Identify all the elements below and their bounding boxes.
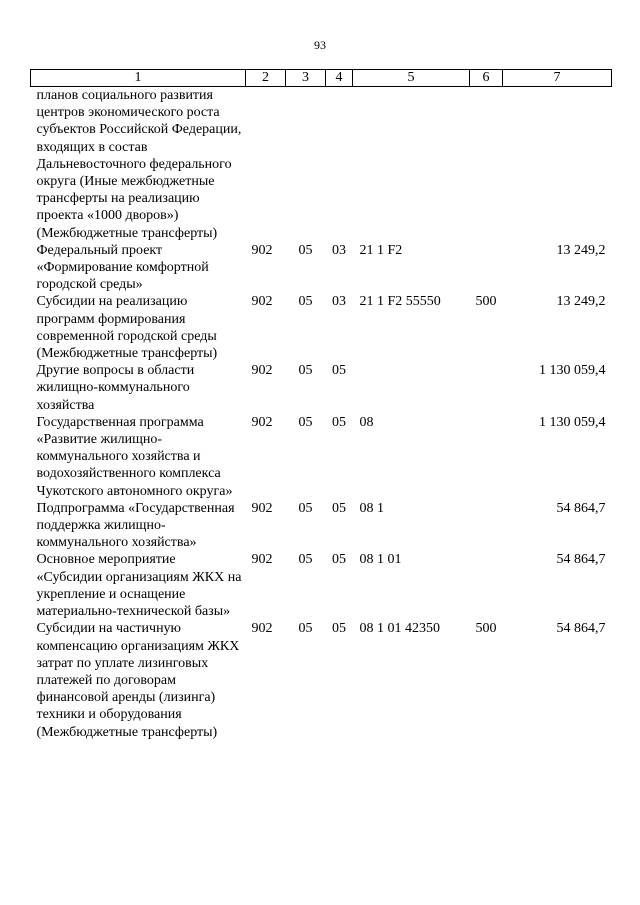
row-target-article: 21 1 F2 55550 — [359, 294, 441, 310]
row-target-article — [353, 362, 470, 414]
row-expense-type — [470, 362, 503, 414]
table-row — [31, 293, 612, 362]
row-subsection-code: 05 — [332, 621, 346, 637]
row-name: планов социального развития центров экономического роста субъектов Российской Федерации, входящих в состав Дальневосточного федерального округа (Иные межбюджетные трансферты на реализацию проекта «1000 дворов») (Межбюджетные трансферты) — [36, 88, 242, 241]
row-target-article: 08 1 01 42350 — [359, 621, 440, 637]
row-name: Субсидии на частичную компенсацию организациям ЖКХ затрат по уплате лизинговых платежей по договорам финансовой аренды (лизинга) техники и оборудования (Межбюджетные трансферты) — [36, 621, 240, 740]
row-amount: 13 249,2 — [556, 294, 606, 310]
row-expense-type — [470, 242, 503, 294]
table-row — [31, 362, 612, 414]
row-subsection-code: 05 — [332, 414, 346, 430]
row-gr-code: 902 — [251, 242, 273, 258]
row-gr-code — [246, 87, 286, 242]
row-gr-code: 902 — [251, 294, 273, 310]
row-amount: 1 130 059,4 — [539, 363, 606, 379]
row-subsection-code: 05 — [332, 500, 346, 516]
column-header: 4 — [326, 70, 353, 87]
row-gr-code: 902 — [251, 414, 273, 430]
row-amount: 1 130 059,4 — [539, 414, 606, 430]
table-row — [31, 414, 612, 500]
row-subsection-code: 05 — [332, 363, 346, 379]
row-subsection-code: 05 — [332, 552, 346, 568]
row-expense-type: 500 — [475, 294, 497, 310]
row-target-article: 21 1 F2 — [359, 242, 403, 258]
row-amount — [503, 87, 612, 242]
row-name: Федеральный проект «Формирование комфортной городской среды» — [36, 242, 209, 293]
column-header: 3 — [286, 70, 326, 87]
row-section-code: 05 — [298, 242, 313, 258]
column-header: 6 — [470, 70, 503, 87]
row-amount: 54 864,7 — [556, 500, 606, 516]
budget-table — [30, 69, 612, 741]
row-amount: 54 864,7 — [556, 621, 606, 637]
row-section-code: 05 — [298, 363, 313, 379]
row-target-article: 08 — [359, 414, 374, 430]
row-target-article: 08 1 01 — [359, 552, 402, 568]
row-gr-code: 902 — [251, 552, 273, 568]
column-number-header-row — [31, 70, 612, 87]
column-header: 2 — [246, 70, 286, 87]
row-name: Подпрограмма «Государственная поддержка жилищно-коммунального хозяйства» — [36, 500, 235, 551]
row-section-code: 05 — [298, 414, 313, 430]
row-expense-type — [470, 414, 503, 500]
row-gr-code: 902 — [251, 621, 273, 637]
column-header: 5 — [353, 70, 470, 87]
row-gr-code: 902 — [251, 500, 273, 516]
table-row — [31, 551, 612, 620]
row-section-code — [286, 87, 326, 242]
table-row — [31, 242, 612, 294]
row-amount: 13 249,2 — [556, 242, 606, 258]
row-target-article — [353, 87, 470, 242]
row-expense-type: 500 — [475, 621, 497, 637]
row-name: Государственная программа «Развитие жилищно-коммунального хозяйства и водохозяйственного комплекса Чукотского автономного округа» — [36, 414, 233, 499]
column-header: 1 — [31, 70, 246, 87]
table-row — [31, 620, 612, 740]
row-section-code: 05 — [298, 294, 313, 310]
page-number: 93 — [314, 38, 326, 52]
row-name: Основное мероприятие «Субсидии организациям ЖКХ на укрепление и оснащение материально-технической базы» — [36, 552, 242, 620]
row-subsection-code: 03 — [332, 242, 346, 258]
row-subsection-code: 03 — [332, 294, 346, 310]
row-section-code: 05 — [298, 552, 313, 568]
row-section-code: 05 — [298, 621, 313, 637]
row-expense-type — [470, 551, 503, 620]
row-name: Другие вопросы в области жилищно-коммунального хозяйства — [36, 363, 195, 413]
row-amount: 54 864,7 — [556, 552, 606, 568]
row-name: Субсидии на реализацию программ формирования современной городской среды (Межбюджетные трансферты) — [36, 294, 218, 362]
row-expense-type — [470, 500, 503, 552]
column-header: 7 — [503, 70, 612, 87]
row-target-article: 08 1 — [359, 500, 384, 516]
table-row — [31, 500, 612, 552]
row-section-code: 05 — [298, 500, 313, 516]
row-expense-type — [470, 87, 503, 242]
row-subsection-code — [326, 87, 353, 242]
table-row — [31, 87, 612, 242]
row-gr-code: 902 — [251, 363, 273, 379]
